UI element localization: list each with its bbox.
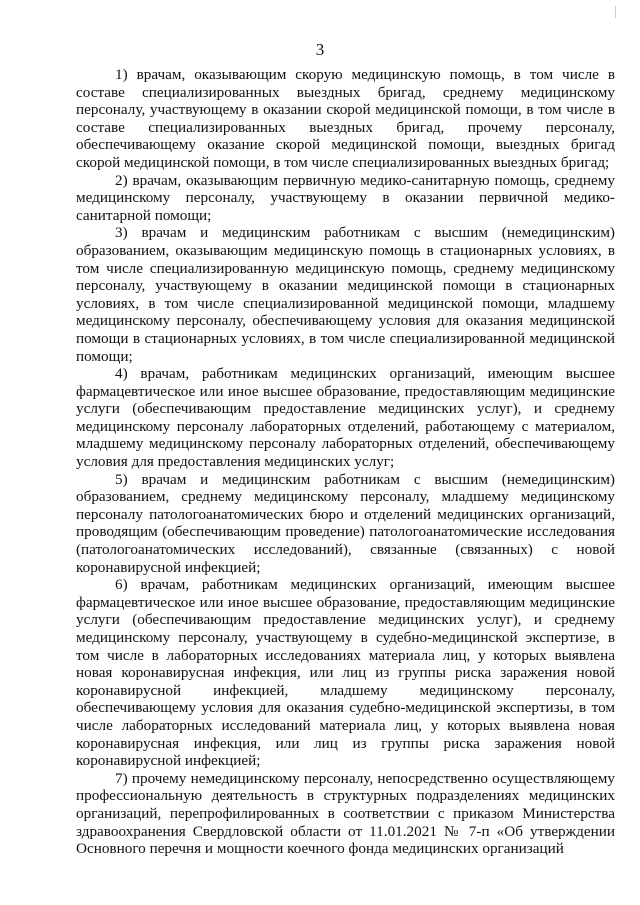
scan-mark	[615, 6, 616, 18]
paragraph-item-1: 1) врачам, оказывающим скорую медицинскую помощь, в том числе в составе специализированных выездных бригад, среднему медицинскому персоналу, участвующему в оказании скорой медицинской помощи, в том числе в составе специализированных выездных бригад, прочему персоналу, обеспечивающему оказание скорой медицинской помощи, выездных бригад скорой медицинской помощи, в том числе специализированных выездных бригад;	[76, 66, 615, 171]
page-number: 3	[315, 40, 325, 59]
paragraph-item-6: 6) врачам, работникам медицинских организаций, имеющим высшее фармацевтическое или иное высшее образование, предоставляющим медицинские услуги (обеспечивающим предоставление медицинских услуг), и среднему медицинскому персоналу, участвующему в судебно-медицинской экспертизе, в том числе в лабораторных исследованиях материала лиц, у которых выявлена новая коронавирусная инфекция, или лиц из группы риска заражения новой коронавирусной инфекцией, младшему медицинскому персоналу, обеспечивающему условия для оказания судебно-медицинской экспертизы, в том числе лабораторных исследований материала лиц, у которых выявлена новая коронавирусная инфекция, или лиц из группы риска заражения новой коронавирусной инфекцией;	[76, 576, 615, 770]
document-body	[76, 66, 615, 858]
paragraph-item-7: 7) прочему немедицинскому персоналу, непосредственно осуществляющему профессиональную деятельность в структурных подразделениях медицинских организаций, перепрофилированных в соответствии с приказом Министерства здравоохранения Свердловской области от 11.01.2021 № 7-п «Об утверждении Основного перечня и мощности коечного фонда медицинских организаций	[76, 769, 615, 858]
paragraph-item-2: 2) врачам, оказывающим первичную медико-санитарную помощь, среднему медицинскому персоналу, участвующему в оказании первичной медико-санитарной помощи;	[76, 171, 615, 224]
paragraph-item-4: 4) врачам, работникам медицинских организаций, имеющим высшее фармацевтическое или иное высшее образование, предоставляющим медицинские услуги (обеспечивающим предоставление медицинских услуг), и среднему медицинскому персоналу лабораторных отделений, работающему с материалом, младшему медицинскому персоналу лабораторных отделений, обеспечивающему условия для предоставления медицинских услуг;	[76, 365, 615, 471]
paragraph-item-3: 3) врачам и медицинским работникам с высшим (немедицинским) образованием, оказывающим медицинскую помощь в стационарных условиях, в том числе специализированную медицинскую помощь, среднему медицинскому персоналу, участвующему в оказании медицинской помощи в стационарных условиях, в том числе специализированной медицинской помощи, младшему медицинскому персоналу, обеспечивающему условия для оказания медицинской помощи в стационарных условиях, в том числе специализированной медицинской помощи;	[76, 224, 615, 365]
paragraph-item-5: 5) врачам и медицинским работникам с высшим (немедицинским) образованием, среднему медицинскому персоналу, младшему медицинскому персоналу патологоанатомических бюро и отделений медицинских организаций, проводящим (обеспечивающим проведение) патологоанатомические исследования (патологоанатомических исследований), связанные (связанных) с новой коронавирусной инфекцией;	[76, 470, 615, 576]
